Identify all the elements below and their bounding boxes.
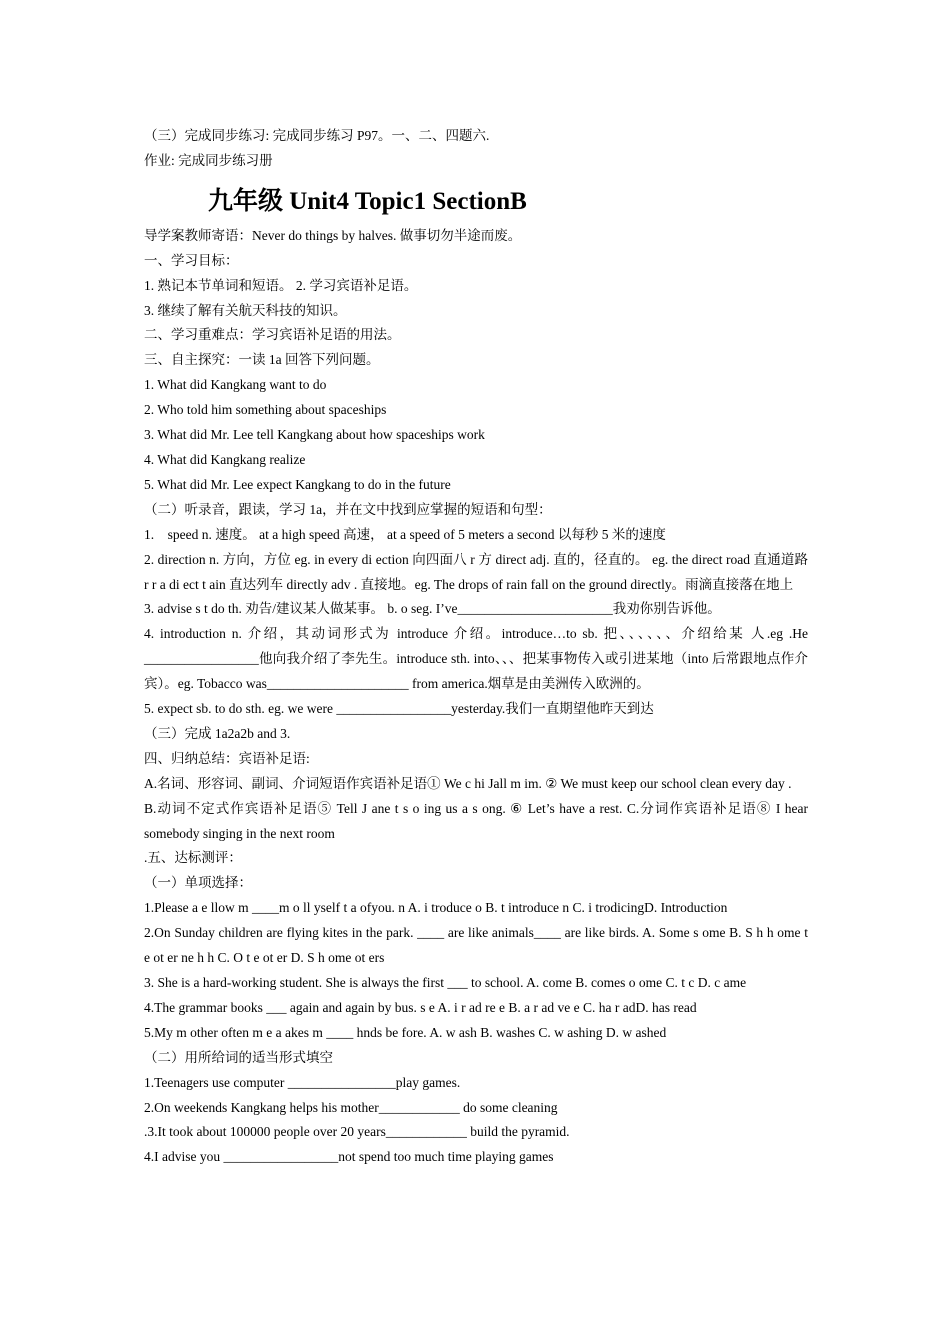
question-item: 3. What did Mr. Lee tell Kangkang about how spaceships work <box>144 427 485 443</box>
top-line-2: 作业: 完成同步练习册 <box>144 152 273 168</box>
grammar-item: B.动词不定式作宾语补足语⑤ Tell J ane t s o ing us a s ong. ⑥ Let’s have a rest. C.分词作宾语补足语⑧ I hear somebody singing in the next room <box>144 800 808 841</box>
exercise-item: 5.My m other often m e a akes m ____ hnds be fore. A. w ash B. washes C. w ashing D. w ashed <box>144 1024 667 1040</box>
section-heading: .五、达标测评： <box>144 850 242 866</box>
text-line: 1. 熟记本节单词和短语。 2. 学习宾语补足语。 <box>144 277 418 293</box>
page-title: 九年级 Unit4 Topic1 SectionB <box>208 187 527 215</box>
section-heading: （三）完成 1a2a2b and 3. <box>144 725 291 741</box>
question-item: 2. Who told him something about spaceships <box>144 402 387 418</box>
section-heading: 四、归纳总结：宾语补足语: <box>144 750 310 766</box>
text-line: 3. 继续了解有关航天科技的知识。 <box>144 302 347 318</box>
section-heading: 一、学习目标： <box>144 252 239 268</box>
question-item: 1. What did Kangkang want to do <box>144 377 327 393</box>
fill-in-item: 4.I advise you _________________not spend too much time playing games <box>144 1149 554 1165</box>
section-heading: （二）听录音，跟读，学习 1a，并在文中找到应掌握的短语和句型： <box>144 501 552 517</box>
exercise-item: 4.The grammar books ___ again and again by bus. s e A. i r ad re e B. a r ad ve e C. ha r adD. has read <box>144 999 697 1015</box>
exercise-item: 1.Please a e llow m ____m o ll yself t a ofyou. n A. i troduce o B. t introduce n C. i trodicingD. Introduction <box>144 900 728 916</box>
vocab-item: 1. speed n. 速度。 at a high speed 高速， at a speed of 5 meters a second 以每秒 5 米的速度 <box>144 526 666 542</box>
section-heading: 二、学习重难点：学习宾语补足语的用法。 <box>144 327 401 343</box>
top-line-1: （三）完成同步练习: 完成同步练习 P97。一、二、四题六. <box>144 128 490 143</box>
fill-in-item: 1.Teenagers use computer ________________play games. <box>144 1074 461 1090</box>
grammar-item: A.名词、形容词、副词、介词短语作宾语补足语① We c hi Jall m im. ② We must keep our school clean every day . <box>144 775 792 791</box>
teacher-message: 导学案教师寄语：Never do things by halves. 做事切勿半途而废。 <box>144 227 522 243</box>
document-page <box>144 124 808 1170</box>
section-heading: （一）单项选择： <box>144 875 252 891</box>
vocab-item: 2. direction n. 方向，方位 eg. in every di ection 向四面八 r 方 direct adj. 直的，径直的。 eg. the direct road 直通道路 r r a di ect t ain 直达列车 directly adv . 直接地。eg. The drops of rain fall on the ground directly。雨滴直接落在地上 <box>144 551 808 592</box>
fill-in-item: 2.On weekends Kangkang helps his mother____________ do some cleaning <box>144 1099 558 1115</box>
question-item: 5. What did Mr. Lee expect Kangkang to do in the future <box>144 476 451 492</box>
exercise-item: 2.On Sunday children are flying kites in the park. ____ are like animals____ are like birds. A. Some s ome B. S h h ome t e ot er ne h h C. O t e ot er D. S h ome ot ers <box>144 925 808 966</box>
vocab-item: 5. expect sb. to do sth. eg. we were _________________yesterday.我们一直期望他昨天到达 <box>144 701 654 717</box>
section-heading: 三、自主探究：一读 1a 回答下列问题。 <box>144 352 380 368</box>
fill-in-item: .3.It took about 100000 people over 20 years____________ build the pyramid. <box>144 1124 570 1140</box>
vocab-item: 3. advise s t do th. 劝告/建议某人做某事。 b. o seg. I’ve_______________________我劝你别告诉他。 <box>144 601 721 617</box>
section-heading: （二）用所给词的适当形式填空 <box>144 1049 333 1065</box>
exercise-item: 3. She is a hard-working student. She is always the first ___ to school. A. come B. comes o ome C. t c D. c ame <box>144 975 747 990</box>
vocab-item: 4. introduction n. 介绍，其动词形式为 introduce 介绍。introduce…to sb. 把、、、、、、介绍给某 人.eg .He _________________他向我介绍了李先生。introduce sth. into、、、把某事物传入或引进某地（into 后常跟地点作介宾）。eg. Tobacco was_____________________ from america.烟草是由美洲传入欧洲的。 <box>144 626 808 692</box>
question-item: 4. What did Kangkang realize <box>144 451 306 467</box>
